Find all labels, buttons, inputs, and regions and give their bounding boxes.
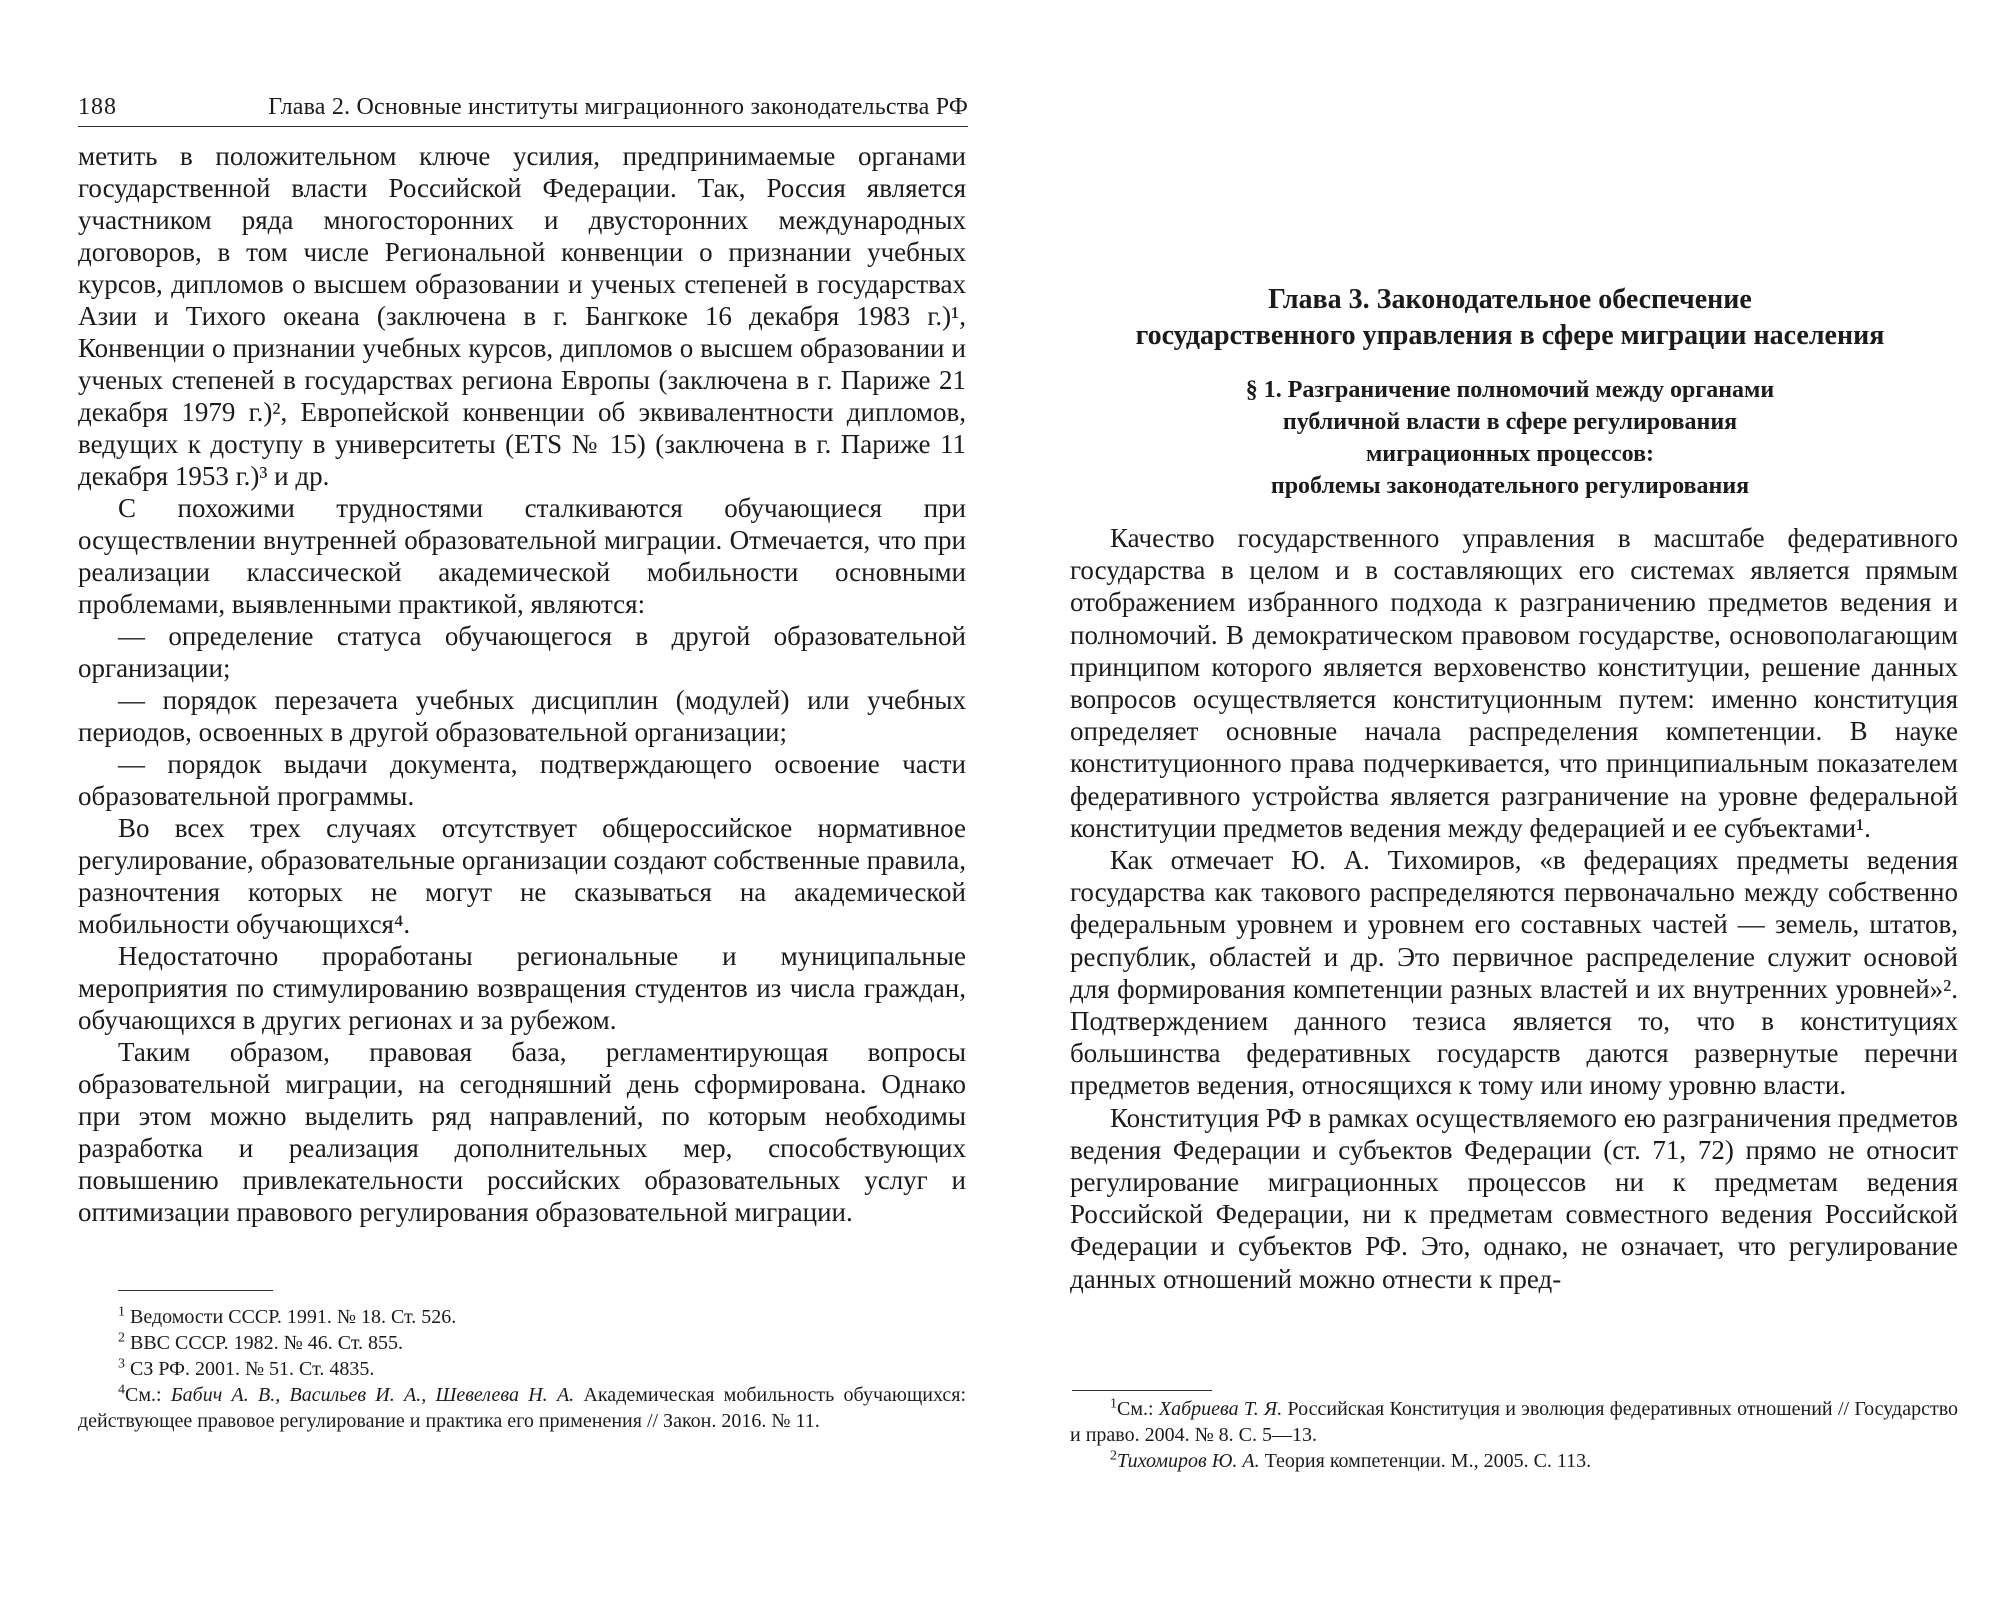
footnote-authors: Хабриева Т. Я. [1158, 1398, 1283, 1420]
footnote [1070, 1396, 1958, 1448]
running-head-title: Глава 2. Основные институты миграционного законодательства РФ [268, 94, 968, 120]
section-title-line: проблемы законодательного регулирования [1270, 473, 1750, 499]
footnotes-right [1070, 1396, 1958, 1474]
footnote-text: ВВС СССР. 1982. № 46. Ст. 855. [130, 1332, 404, 1354]
footnotes-left [78, 1304, 966, 1434]
paragraph: Недостаточно проработаны региональные и муниципальные мероприятия по стимулированию возвращения студентов из числа граждан, обучающихся в других регионах и за рубежом. [78, 941, 966, 1035]
footnote-text: Российская Конституция и эволюция федеративных отношений // Государство и право. 2004. № 8. С. 5—13. [1070, 1398, 1958, 1446]
list-item: — порядок перезачета учебных дисциплин (модулей) или учебных периодов, освоенных в другой образовательной организации; [78, 685, 966, 747]
footnote-text: Ведомости СССР. 1991. № 18. Ст. 526. [130, 1306, 457, 1328]
section-title-line: публичной власти в сфере регулирования [1282, 409, 1738, 435]
footnote-prefix: См.: [125, 1384, 171, 1406]
footnote-number: 2 [1110, 1448, 1117, 1464]
footnote-text: Академическая мобильность обучающихся: действующее правовое регулирование и практика его применения // Закон. 2016. № 11. [78, 1384, 966, 1432]
list-item: — определение статуса обучающегося в другой образовательной организации; [78, 621, 966, 683]
footnote-number: 1 [118, 1304, 125, 1320]
footnote-number: 2 [118, 1330, 125, 1346]
footnote-authors: Бабич А. В., Васильев И. А., Шевелева Н. А. [170, 1384, 575, 1406]
section-title-line: миграционных процессов: [1365, 441, 1655, 467]
section-title-line: § 1. Разграничение полномочий между органами [1245, 377, 1775, 403]
paragraph: Во всех трех случаях отсутствует общероссийское нормативное регулирование, образовательные организации создают собственные правила, разночтения которых не могут не сказываться на академической мобильности обучающихся⁴. [78, 813, 966, 939]
footnote-number: 4 [118, 1382, 125, 1398]
right-body-text [1070, 522, 1958, 1295]
footnote [78, 1330, 966, 1356]
section-title [1080, 374, 1940, 502]
paragraph: Как отмечает Ю. А. Тихомиров, «в федерациях предметы ведения государства как такового распределяются первоначально между собственно федеральным уровнем и уровнем его составных частей — земель, штатов, республик, областей и др. Это первичное распределение служит основой для формирования компетенции разных властей и их внутренних уровней»². Подтверждением данного тезиса является то, что в конституциях большинства федеративных государств даются развернутые перечни предметов ведения, относящихся к тому или иному уровню власти. [1070, 845, 1958, 1101]
footnote-text: Теория компетенции. М., 2005. С. 113. [1259, 1450, 1592, 1472]
chapter-title [1080, 282, 1940, 354]
paragraph: Таким образом, правовая база, регламентирующая вопросы образовательной миграции, на сегодняшний день сформирована. Однако при этом можно выделить ряд направлений, по которым необходимы разработка и реализация дополнительных мер, способствующих повышению привлекательности российских образовательных услуг и оптимизации правового регулирования образовательной миграции. [78, 1037, 966, 1227]
paragraph: С похожими трудностями сталкиваются обучающиеся при осуществлении внутренней образовательной миграции. Отмечается, что при реализации классической академической мобильности основными проблемами, выявленными практикой, являются: [78, 493, 966, 619]
paragraph: метить в положительном ключе усилия, предпринимаемые органами государственной власти Российской Федерации. Так, Россия является участником ряда многосторонних и двусторонних международных договоров, в том числе Региональной конвенции о признании учебных курсов, дипломов о высшем образовании и ученых степеней в государствах Азии и Тихого океана (заключена в г. Бангкоке 16 декабря 1983 г.)¹, Конвенции о признании учебных курсов, дипломов о высшем образовании и ученых степеней в государствах региона Европы (заключена в г. Париже 21 декабря 1979 г.)², Европейской конвенции об эквивалентности дипломов, ведущих к доступу в университеты (ETS № 15) (заключена в г. Париже 11 декабря 1953 г.)³ и др. [78, 141, 966, 491]
footnote-number: 3 [118, 1356, 125, 1372]
paragraph: Конституция РФ в рамках осуществляемого ею разграничения предметов ведения Федерации и субъектов Федерации (ст. 71, 72) прямо не относит регулирование миграционных процессов ни к предметам ведения Российской Федерации, ни к предметам совместного ведения Российской Федерации и субъектов РФ. Это, однако, не означает, что регулирование данных отношений можно отнести к пред- [1070, 1102, 1958, 1294]
footnote-divider [118, 1290, 273, 1291]
footnote-number: 1 [1110, 1396, 1117, 1412]
list-item: — порядок выдачи документа, подтверждающего освоение части образовательной программы. [78, 749, 966, 811]
chapter-title-line: государственного управления в сфере миграции населения [1135, 320, 1885, 351]
footnote-authors: Тихомиров Ю. А. [1117, 1450, 1260, 1472]
left-body-text [78, 140, 966, 1228]
paragraph: Качество государственного управления в масштабе федеративного государства в целом и в составляющих его системах является прямым отображением избранного подхода к разграничению предметов ведения и полномочий. В демократическом правовом государстве, основополагающим принципом которого является верховенство конституции, решение данных вопросов осуществляется конституционным путем: именно конституция определяет основные начала распределения компетенции. В науке конституционного права подчеркивается, что принципиальным показателем федеративного устройства является разграничение на уровне федеральной конституции предметов ведения между федерацией и ее субъектами¹. [1070, 523, 1958, 843]
footnote [78, 1304, 966, 1330]
running-head [78, 92, 968, 127]
footnote-text: СЗ РФ. 2001. № 51. Ст. 4835. [130, 1358, 375, 1380]
footnote [78, 1382, 966, 1434]
page-number: 188 [78, 94, 117, 120]
footnote-divider [1072, 1390, 1212, 1391]
footnote [1070, 1448, 1958, 1474]
footnote-prefix: См.: [1117, 1398, 1159, 1420]
footnote [78, 1356, 966, 1382]
chapter-title-line: Глава 3. Законодательное обеспечение [1268, 284, 1752, 315]
